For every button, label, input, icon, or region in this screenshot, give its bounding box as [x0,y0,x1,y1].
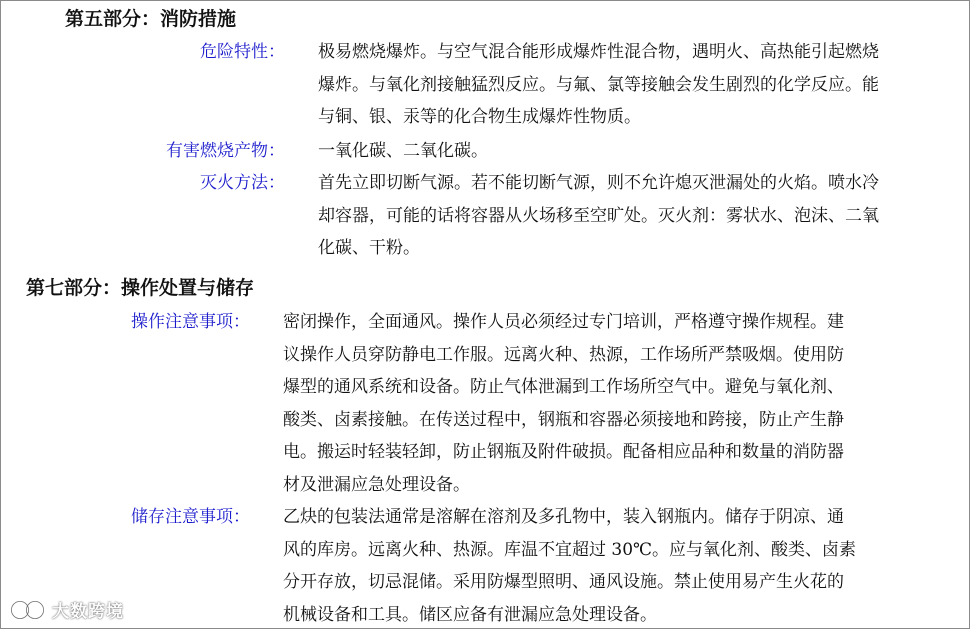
text-line: 与铜、银、汞等的化合物生成爆炸性物质。 [318,101,879,134]
field-label-extinguishing-methods: 灭火方法： [150,172,285,194]
text-line: 材及泄漏应急处理设备。 [283,469,844,502]
field-text-storage-precautions [283,501,856,631]
text-line: 分开存放，切忌混储。采用防爆型照明、通风设施。禁止使用易产生火花的 [283,566,856,599]
watermark [8,597,124,622]
text-line: 议操作人员穿防静电工作服。远离火种、热源，工作场所严禁吸烟。使用防 [283,339,844,372]
watermark-text: 大数跨境 [52,597,124,622]
field-text-hazard-characteristics [318,36,879,134]
field-text-extinguishing-methods [318,167,879,265]
field-label-hazard-characteristics: 危险特性： [150,41,285,63]
text-line: 电。搬运时轻装轻卸，防止钢瓶及附件破损。配备相应品种和数量的消防器 [283,436,844,469]
text-line: 爆型的通风系统和设备。防止气体泄漏到工作场所空气中。避免与氧化剂、 [283,371,844,404]
field-text-combustion-products [318,135,488,168]
field-label-storage-precautions: 储存注意事项： [100,506,250,528]
text-line: 却容器，可能的话将容器从火场移至空旷处。灭火剂：雾状水、泡沫、二氧 [318,200,879,233]
section-heading-handling-storage: 第七部分：操作处置与储存 [26,277,254,299]
text-line: 极易燃烧爆炸。与空气混合能形成爆炸性混合物，遇明火、高热能引起燃烧 [318,36,879,69]
field-label-handling-precautions: 操作注意事项： [100,311,250,333]
field-text-handling-precautions [283,306,844,501]
text-line: 酸类、卤素接触。在传送过程中，钢瓶和容器必须接地和跨接，防止产生静 [283,404,844,437]
text-line: 爆炸。与氧化剂接触猛烈反应。与氟、氯等接触会发生剧烈的化学反应。能 [318,69,879,102]
text-line: 一氧化碳、二氧化碳。 [318,135,488,168]
brand-logo-icon [8,599,48,621]
text-line: 乙炔的包装法通常是溶解在溶剂及多孔物中，装入钢瓶内。储存于阴凉、通 [283,501,856,534]
text-line: 风的库房。远离火种、热源。库温不宜超过 30℃。应与氧化剂、酸类、卤素 [283,534,856,567]
text-line: 化碳、干粉。 [318,232,879,265]
text-line: 机械设备和工具。储区应备有泄漏应急处理设备。 [283,599,856,631]
text-line: 密闭操作，全面通风。操作人员必须经过专门培训，严格遵守操作规程。建 [283,306,844,339]
text-line: 首先立即切断气源。若不能切断气源，则不允许熄灭泄漏处的火焰。喷水冷 [318,167,879,200]
field-label-combustion-products: 有害燃烧产物： [150,140,285,162]
section-heading-fire-measures: 第五部分：消防措施 [65,8,236,30]
